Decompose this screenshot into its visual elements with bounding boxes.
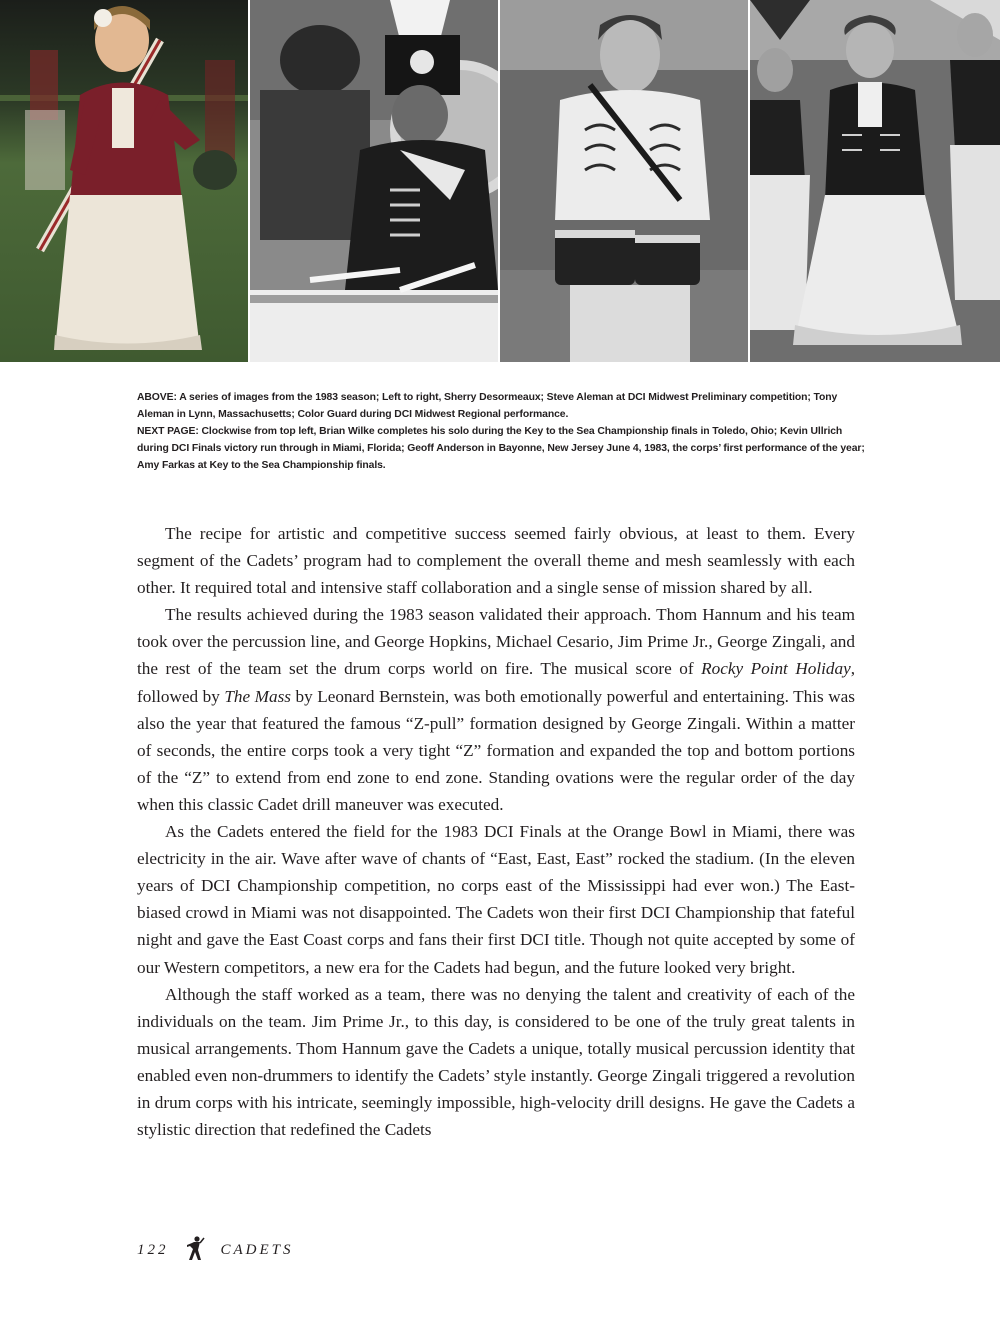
caption-above: ABOVE: A series of images from the 1983 season; Left to right, Sherry Desormeaux; Steve Aleman at DCI Midwest Preliminary competition; Tony Aleman in Lynn, Massachusetts; Color Guard during DCI Midwest Regional performance. bbox=[137, 392, 838, 420]
title-the-mass: The Mass bbox=[224, 686, 291, 706]
photo-sherry-desormeaux bbox=[0, 0, 248, 362]
paragraph-4: Although the staff worked as a team, there was no denying the talent and creativity of each of the individuals on the team. Jim Prime Jr., to this day, is considered to be one of the truly great talents in musical arrangements. Thom Hannum gave the Cadets a unique, totally musical percussion identity that enabled even non-drummers to identify the Cadets’ style instantly. George Zingali triggered a revolution in drum corps with his intricate, seemingly impossible, high-velocity drill designs. He gave the Cadets a stylistic direction that redefined the Cadets bbox=[137, 984, 855, 1140]
running-head: CADETS bbox=[220, 1241, 294, 1258]
paragraph-1: The recipe for artistic and competitive success seemed fairly obvious, at least to them. Every segment of the Cadets’ program had to complement the overall theme and mesh seamlessly with each other. It required total and intensive staff collaboration and a single sense of mission shared by all. bbox=[137, 524, 855, 598]
page-number: 122 bbox=[137, 1241, 169, 1258]
photo-strip bbox=[0, 0, 1000, 362]
paragraph-2-text-c: by Leonard Bernstein, was both emotionally powerful and entertaining. This was also the year that featured the famous “Z-pull” formation designed by George Zingali. Within a matter of seconds, the entire corps took a very tight “Z” formation and expanded the top and bottom portions of the “Z” to extend from end zone to end zone. Standing ovations were the regular order of the day when this classic Cadet drill maneuver was executed. bbox=[137, 686, 855, 814]
paragraph-2 bbox=[137, 601, 855, 818]
title-rocky-point-holiday: Rocky Point Holiday bbox=[701, 659, 851, 679]
photo-steve-aleman bbox=[250, 0, 498, 362]
photo-tony-aleman bbox=[500, 0, 748, 362]
photo-color-guard bbox=[750, 0, 1000, 362]
paragraph-2-text-b: , followed by bbox=[137, 659, 856, 706]
article-body bbox=[137, 520, 855, 1143]
caption-next-page: NEXT PAGE: Clockwise from top left, Brian Wilke completes his solo during the Key to the Sea Championship finals in Toledo, Ohio; Kevin Ullrich during DCI Finals victory run through in Miami, Florida; Geoff Anderson in Bayonne, New Jersey June 4, 1983, the corps’ first performance of the year; Amy Farkas at Key to the Sea Championship finals. bbox=[137, 426, 865, 471]
photo-caption bbox=[137, 389, 867, 474]
paragraph-2-text-a: The results achieved during the 1983 season validated their approach. Thom Hannum and his team took over the percussion line, and George Hopkins, Michael Cesario, Jim Prime Jr., George Zingali, and the rest of the team set the drum corps world on fire. The musical score of bbox=[137, 605, 855, 679]
paragraph-3: As the Cadets entered the field for the 1983 DCI Finals at the Orange Bowl in Miami, there was electricity in the air. Wave after wave of chants of “East, East, East” rocked the stadium. (In the eleven years of DCI Championship competition, no corps east of the Mississippi had ever won.) The East-biased crowd in Miami was not disappointed. The Cadets won their first DCI Championship that fateful night and gave the East Coast corps and fans their first DCI title. Though not quite accepted by some of our Western competitors, a new era for the Cadets had begun, and the future looked very bright. bbox=[137, 822, 855, 977]
cadet-figure-icon bbox=[185, 1236, 205, 1264]
page-footer bbox=[137, 1236, 294, 1264]
